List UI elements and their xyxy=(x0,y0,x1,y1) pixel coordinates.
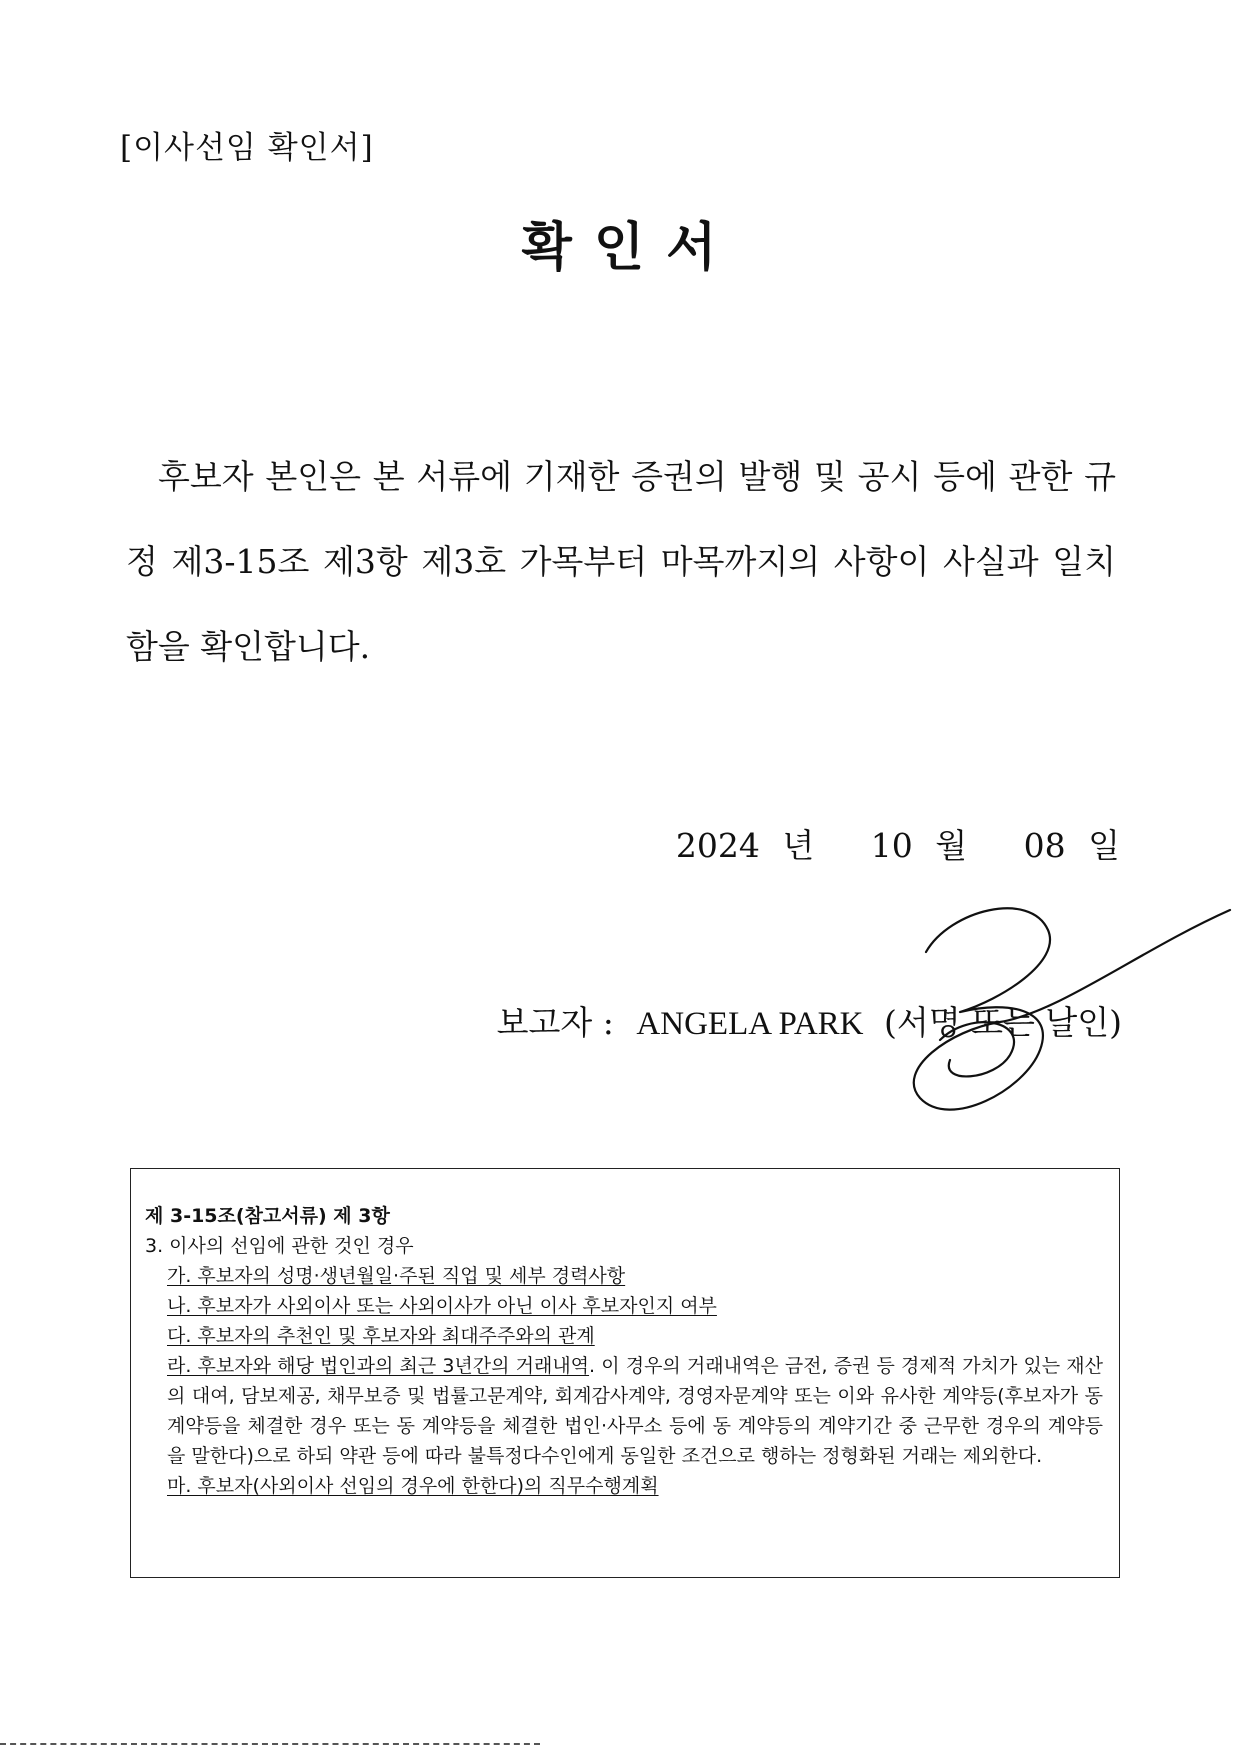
reference-item-na xyxy=(145,1291,1103,1321)
date-day-unit: 일 xyxy=(1088,826,1120,865)
reference-box xyxy=(130,1168,1120,1578)
reporter-name: ANGELA PARK xyxy=(636,1006,864,1042)
reference-subtitle: 3. 이사의 선임에 관한 것인 경우 xyxy=(145,1235,414,1257)
date-line xyxy=(600,820,1120,867)
reporter-label: 보고자 : xyxy=(496,1003,614,1042)
reporter-sign-note: (서명 또는 날인) xyxy=(884,1003,1122,1042)
reference-item-ra-detail: . 이 경우의 거래내역은 금전, 증권 등 경제적 가치가 있는 재산의 대여, 담보제공, 채무보증 및 법률고문계약, 회계감사계약, 경영자문계약 또는 이와 유사한 계약등(후보자가 동 계약등을 체결한 경우 또는 동 계약등을 체결한 법인·사무소 등에 동 계약등의 계약기간 중 근무한 경우의 계약등을 말한다)으로 하되 약관 등에 따라 불특정다수인에게 동일한 조건으로 행하는 정형화된 거래는 제외한다. xyxy=(167,1355,1103,1467)
reference-item-ga xyxy=(145,1261,1103,1291)
confirmation-paragraph: 후보자 본인은 본 서류에 기재한 증권의 발행 및 공시 등에 관한 규정 제3-15조 제3항 제3호 가목부터 마목까지의 사항이 사실과 일치함을 확인합니다. xyxy=(126,457,1116,666)
reference-item-ra-text: 라. 후보자와 해당 법인과의 최근 3년간의 거래내역 xyxy=(167,1355,590,1377)
date-month-unit: 월 xyxy=(935,826,968,865)
reference-item-ma xyxy=(145,1471,1103,1501)
signature-icon xyxy=(880,890,1240,1120)
reference-item-ra xyxy=(145,1351,1103,1471)
footer-rule xyxy=(0,1743,540,1745)
date-day: 08 xyxy=(1023,826,1066,865)
date-year: 2024 xyxy=(675,826,760,865)
header-label: [이사선임 확인서] xyxy=(120,130,374,166)
reference-item-ga-text: 가. 후보자의 성명·생년월일·주된 직업 및 세부 경력사항 xyxy=(167,1265,626,1287)
reference-item-ma-text: 마. 후보자(사외이사 선임의 경우에 한한다)의 직무수행계획 xyxy=(167,1475,659,1497)
document-title: 확인서 xyxy=(521,217,739,278)
reference-item-na-text: 나. 후보자가 사외이사 또는 사외이사가 아닌 이사 후보자인지 여부 xyxy=(167,1295,717,1317)
date-month: 10 xyxy=(870,826,913,865)
reference-title: 제 3-15조(참고서류) 제 3항 xyxy=(145,1205,390,1227)
reference-item-da-text: 다. 후보자의 추천인 및 후보자와 최대주주와의 관계 xyxy=(167,1325,595,1347)
date-year-unit: 년 xyxy=(782,826,815,865)
reference-item-da xyxy=(145,1321,1103,1351)
